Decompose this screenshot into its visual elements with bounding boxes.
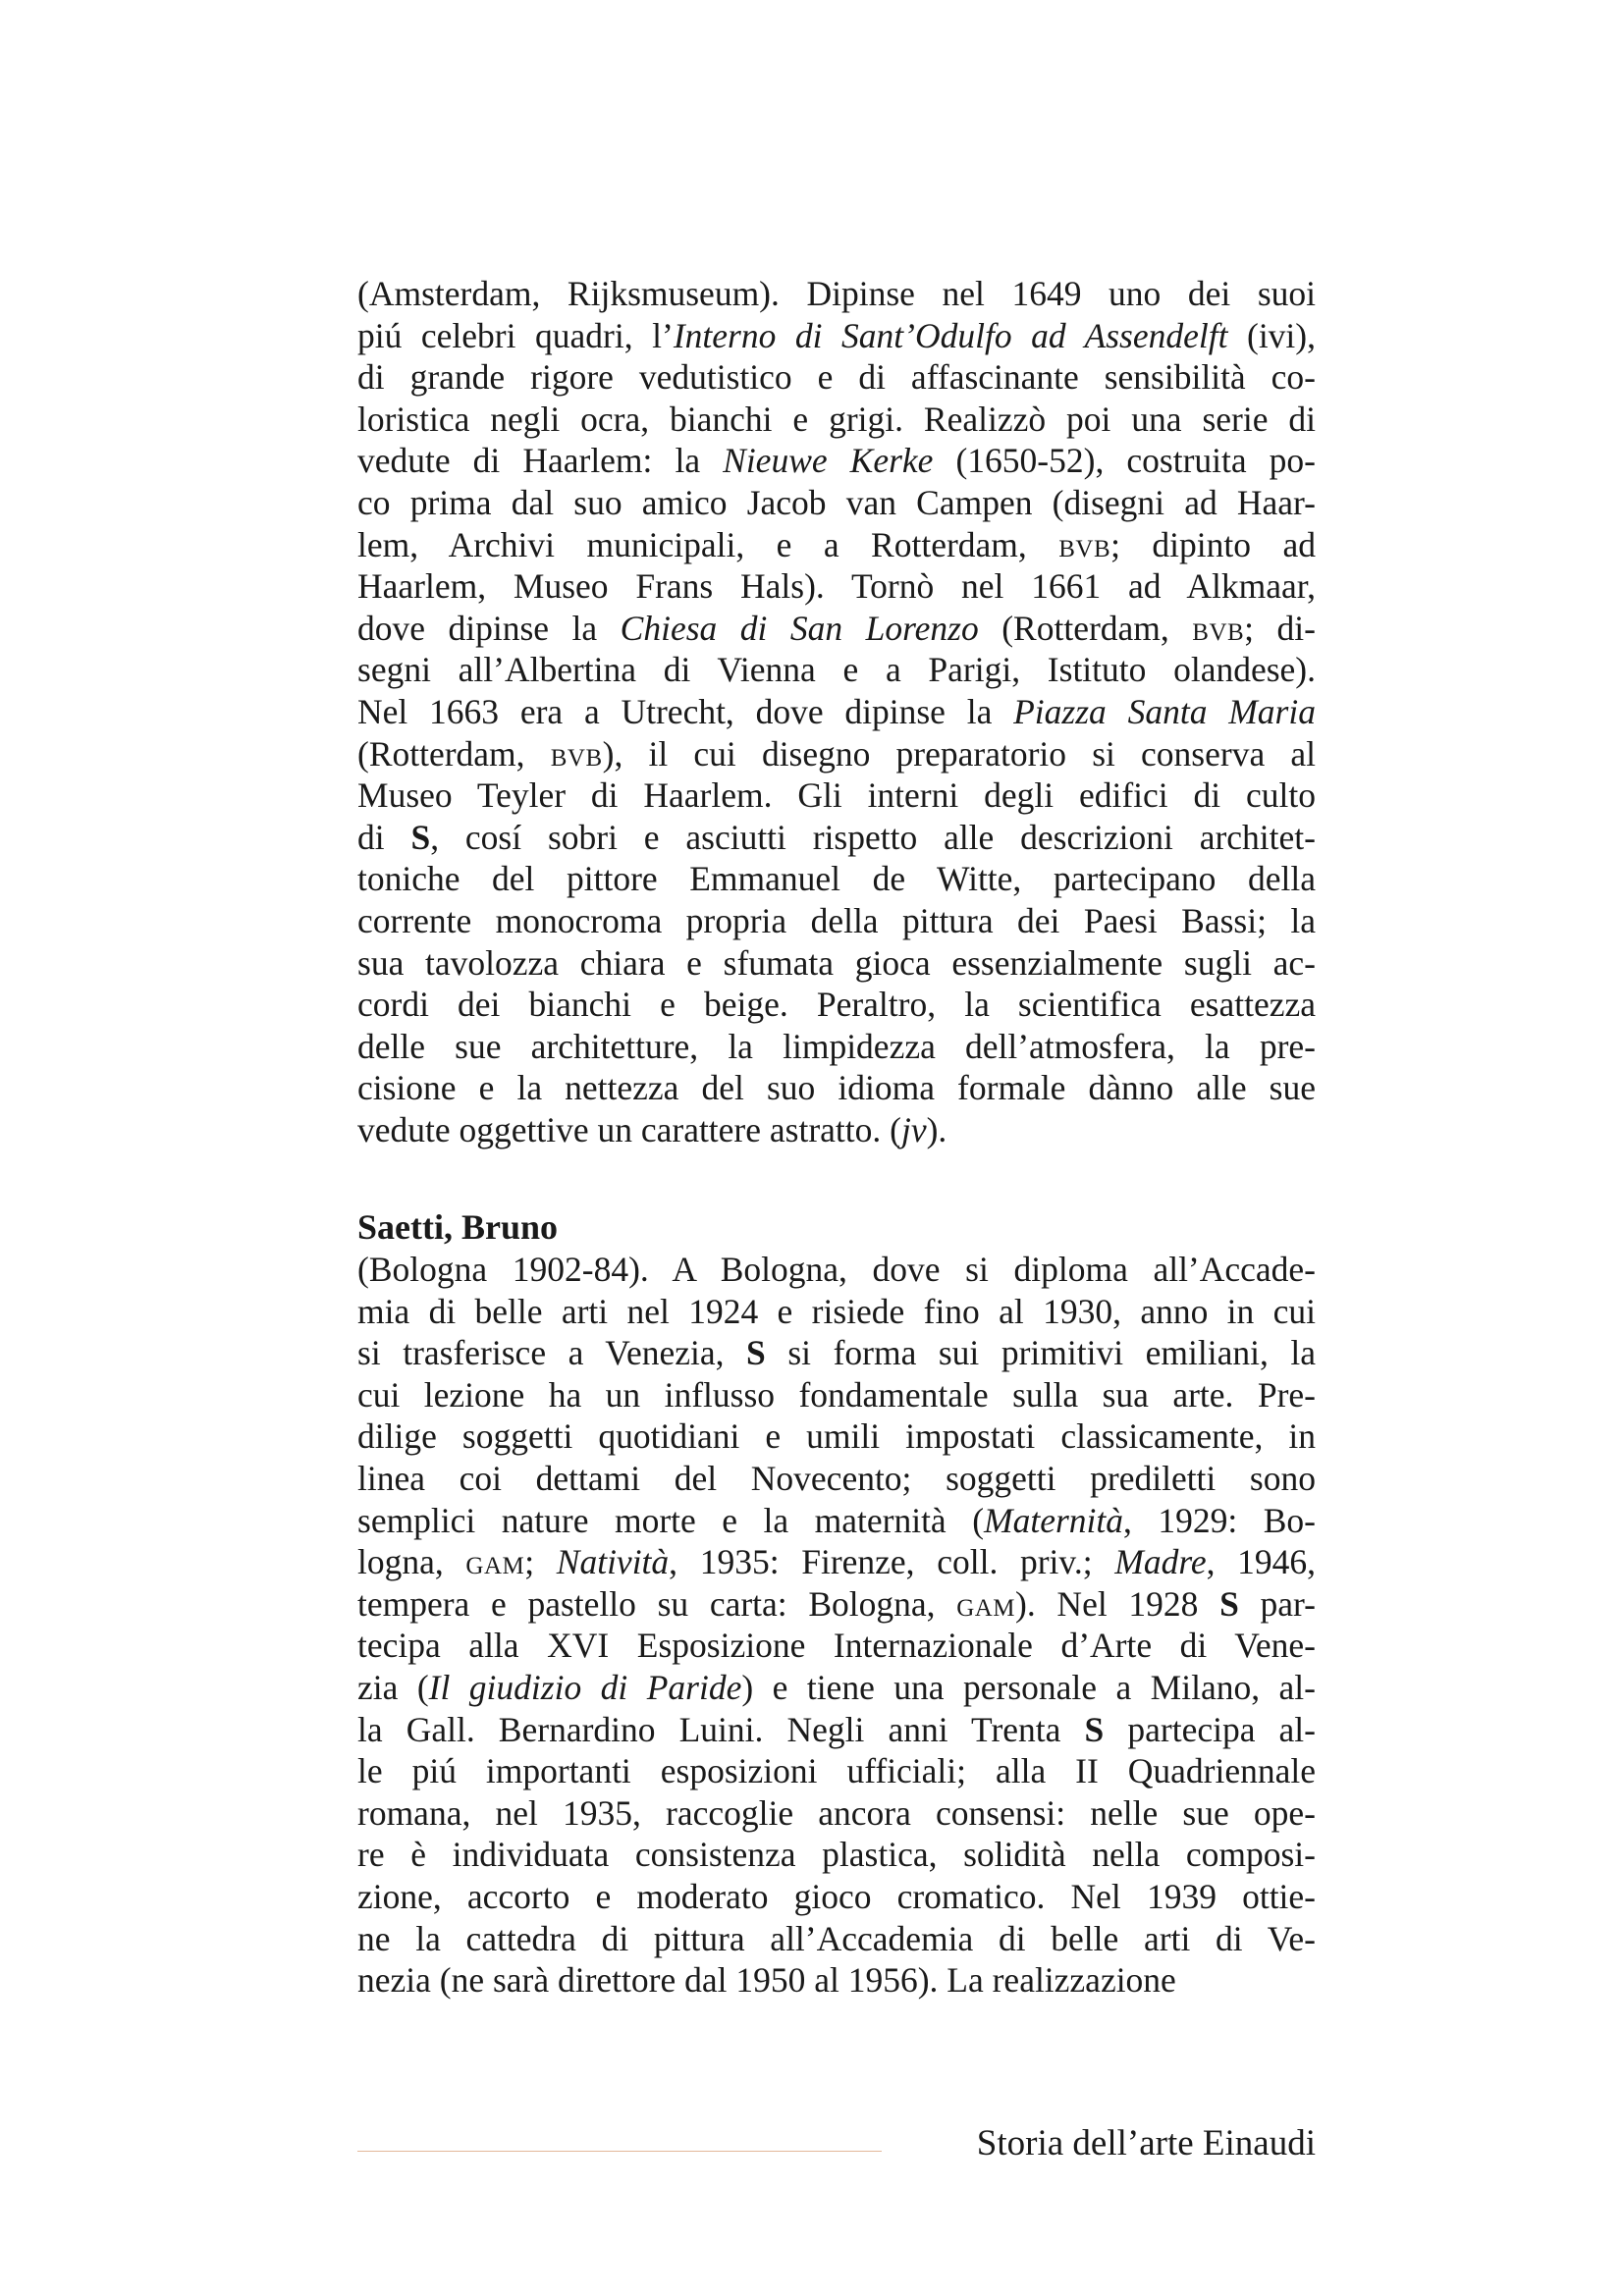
text-line: (Amsterdam, Rijksmuseum). Dipinse nel 1649 uno dei suoi [357,274,1316,313]
small-caps-abbrev: bvb [1192,608,1245,648]
text-line: re è individuata consistenza plastica, solidità nella composi- [357,1835,1316,1875]
text-line: di S, cosí sobri e asciutti rispetto alle descrizioni architet- [357,817,1316,857]
text-line: si trasferisce a Venezia, S si forma sui primitivi emiliani, la [357,1333,1317,1373]
text-line: vedute di Haarlem: la Nieuwe Kerke (1650-52), costruita po- [357,441,1316,481]
text-line: zione, accorto e moderato gioco cromatico. Nel 1939 ottie- [357,1876,1316,1916]
italic-title: Chiesa di San Lorenzo [620,608,979,648]
text-line: cui lezione ha un influsso fondamentale sulla sua arte. Pre- [357,1374,1316,1415]
italic-title: Il giudizio di Paride [428,1667,742,1707]
italic-title: Interno di Sant’Odulfo ad Assendelft [673,315,1228,355]
subject-abbrev: S [410,817,431,857]
text-line: vedute oggettive un carattere astratto. (jv). [357,1109,947,1149]
text-line: lem, Archivi municipali, e a Rotterdam, bvb; dipinto ad [357,524,1316,564]
text-line: toniche del pittore Emmanuel de Witte, partecipano della [357,859,1316,899]
text-line: cisione e la nettezza del suo idioma formale dànno alle sue [357,1068,1316,1108]
text-line: tempera e pastello su carta: Bologna, gam). Nel 1928 S par- [357,1583,1316,1624]
text-line: linea coi dettami del Novecento; soggetti prediletti sono [357,1458,1316,1498]
footer-label: Storia dell’arte Einaudi [976,2123,1316,2163]
text-line: le piú importanti esposizioni ufficiali; alla II Quadriennale [357,1751,1316,1791]
text-line: mia di belle arti nel 1924 e risiede fino al 1930, anno in cui [357,1291,1316,1331]
small-caps-abbrev: gam [465,1542,525,1582]
small-caps-abbrev: bvb [550,733,603,774]
small-caps-abbrev: gam [956,1583,1016,1624]
italic-title: Natività [556,1542,670,1582]
text-line: dilige soggetti quotidiani e umili impostati classicamente, in [357,1416,1316,1457]
text-line: sua tavolozza chiara e sfumata gioca essenzialmente sugli ac- [357,942,1316,983]
text-line: (Rotterdam, bvb), il cui disegno preparatorio si conserva al [357,733,1316,774]
italic-title: Nieuwe Kerke [723,441,934,481]
footer-rule [357,2151,882,2152]
text-line: semplici nature morte e la maternità (Maternità, 1929: Bo- [357,1500,1316,1540]
subject-abbrev: S [1084,1709,1105,1749]
text-line: la Gall. Bernardino Luini. Negli anni Trenta S partecipa al- [357,1709,1316,1749]
italic-title: Madre [1114,1542,1207,1582]
entry-heading: Saetti, Bruno [357,1207,559,1247]
text-line: nezia (ne sarà direttore dal 1950 al 1956). La realizzazione [357,1960,1176,2001]
text-line: cordi dei bianchi e beige. Peraltro, la scientifica esattezza [357,985,1316,1025]
italic-title: Maternità [984,1500,1123,1540]
text-line: (Bologna 1902-84). A Bologna, dove si diploma all’Accade- [357,1250,1316,1289]
italic-title: jv [900,1109,927,1149]
text-line: Nel 1663 era a Utrecht, dove dipinse la Piazza Santa Maria [357,691,1316,731]
subject-abbrev: S [746,1333,766,1373]
text-line: co prima dal suo amico Jacob van Campen (disegni ad Haar- [357,482,1316,522]
text-line: segni all’Albertina di Vienna e a Parigi, Istituto olandese). [357,650,1316,690]
text-line: romana, nel 1935, raccoglie ancora consensi: nelle sue ope- [357,1792,1316,1833]
text-line: zia (Il giudizio di Paride) e tiene una personale a Milano, al- [357,1667,1316,1707]
text-line: tecipa alla XVI Esposizione Internazionale d’Arte di Vene- [357,1626,1316,1666]
continuation-paragraph [357,273,1316,1150]
text-line: loristica negli ocra, bianchi e grigi. Realizzò poi una serie di [357,399,1316,439]
text-line: di grande rigore vedutistico e di affascinante sensibilità co- [357,357,1316,398]
text-line: dove dipinse la Chiesa di San Lorenzo (Rotterdam, bvb; di- [357,608,1316,648]
text-line: logna, gam; Natività, 1935: Firenze, coll. priv.; Madre, 1946, [357,1542,1316,1582]
text-line: Museo Teyler di Haarlem. Gli interni degli edifici di culto [357,775,1316,816]
entry-paragraph [357,1249,1316,2002]
text-line: corrente monocroma propria della pittura dei Paesi Bassi; la [357,900,1316,940]
text-line: ne la cattedra di pittura all’Accademia di belle arti di Ve- [357,1918,1316,1958]
italic-title: Piazza Santa Maria [1013,691,1316,731]
text-line: Haarlem, Museo Frans Hals). Tornò nel 1661 ad Alkmaar, [357,566,1316,607]
text-line: piú celebri quadri, l’Interno di Sant’Odulfo ad Assendelft (ivi), [357,315,1316,355]
small-caps-abbrev: bvb [1058,524,1111,564]
text-line: delle sue architetture, la limpidezza dell’atmosfera, la pre- [357,1026,1316,1066]
subject-abbrev: S [1219,1583,1239,1624]
